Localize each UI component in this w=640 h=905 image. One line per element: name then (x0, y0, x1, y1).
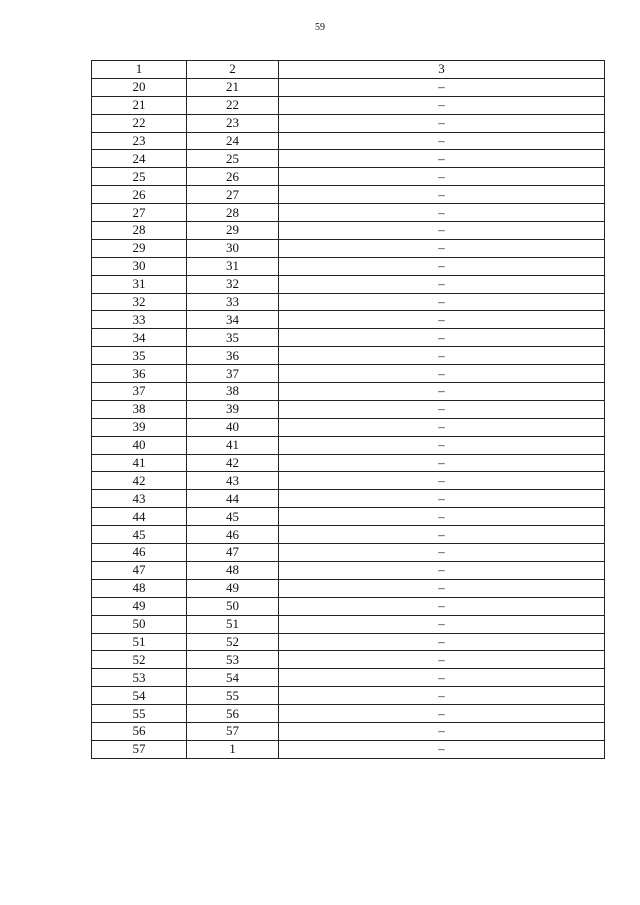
table-cell-col-3: – (279, 508, 605, 526)
table-row (92, 722, 605, 740)
table-cell-col-1: 38 (92, 400, 187, 418)
table-cell-col-3: – (279, 472, 605, 490)
table-cell-col-2: 42 (187, 454, 279, 472)
table-cell-col-2: 34 (187, 311, 279, 329)
table-cell-col-1: 22 (92, 114, 187, 132)
table-cell-col-3: – (279, 579, 605, 597)
table-cell-col-3: – (279, 740, 605, 758)
table-row (92, 687, 605, 705)
table-cell-col-1: 48 (92, 579, 187, 597)
table-cell-col-3: – (279, 615, 605, 633)
table-row (92, 508, 605, 526)
table-cell-col-1: 32 (92, 293, 187, 311)
table-cell-col-3: – (279, 633, 605, 651)
table-cell-col-3: – (279, 347, 605, 365)
table-cell-col-1: 47 (92, 561, 187, 579)
table-row (92, 168, 605, 186)
table-row (92, 132, 605, 150)
table-cell-col-1: 41 (92, 454, 187, 472)
table-row (92, 365, 605, 383)
table-cell-col-3: – (279, 597, 605, 615)
table-row (92, 400, 605, 418)
table-cell-col-1: 33 (92, 311, 187, 329)
column-header-3: 3 (279, 61, 605, 79)
table-cell-col-2: 40 (187, 418, 279, 436)
table-row (92, 78, 605, 96)
table-cell-col-1: 25 (92, 168, 187, 186)
table-cell-col-2: 47 (187, 544, 279, 562)
table-cell-col-1: 52 (92, 651, 187, 669)
table-cell-col-1: 36 (92, 365, 187, 383)
table-cell-col-2: 30 (187, 239, 279, 257)
table-cell-col-3: – (279, 132, 605, 150)
table-header (92, 61, 605, 79)
table-cell-col-1: 51 (92, 633, 187, 651)
table-row (92, 311, 605, 329)
table-row (92, 597, 605, 615)
table-cell-col-1: 30 (92, 257, 187, 275)
table-cell-col-2: 29 (187, 222, 279, 240)
table-cell-col-1: 54 (92, 687, 187, 705)
table-row (92, 114, 605, 132)
table-cell-col-2: 45 (187, 508, 279, 526)
table-cell-col-2: 35 (187, 329, 279, 347)
table-cell-col-3: – (279, 561, 605, 579)
table-cell-col-2: 39 (187, 400, 279, 418)
column-header-1: 1 (92, 61, 187, 79)
table-row (92, 615, 605, 633)
table-row (92, 186, 605, 204)
table-cell-col-3: – (279, 544, 605, 562)
table-cell-col-3: – (279, 311, 605, 329)
table-cell-col-3: – (279, 418, 605, 436)
table-cell-col-1: 46 (92, 544, 187, 562)
table-cell-col-3: – (279, 722, 605, 740)
table-cell-col-3: – (279, 275, 605, 293)
table-cell-col-3: – (279, 150, 605, 168)
table-cell-col-2: 56 (187, 705, 279, 723)
page-number: 59 (315, 22, 325, 33)
column-header-2: 2 (187, 61, 279, 79)
table-row (92, 651, 605, 669)
table-cell-col-2: 24 (187, 132, 279, 150)
table-cell-col-2: 38 (187, 383, 279, 401)
table-cell-col-1: 24 (92, 150, 187, 168)
table-cell-col-1: 50 (92, 615, 187, 633)
table-row (92, 275, 605, 293)
table-row (92, 454, 605, 472)
table-cell-col-3: – (279, 204, 605, 222)
table-cell-col-3: – (279, 186, 605, 204)
table-cell-col-3: – (279, 651, 605, 669)
table-cell-col-3: – (279, 96, 605, 114)
table-row (92, 239, 605, 257)
table-cell-col-3: – (279, 222, 605, 240)
table-row (92, 490, 605, 508)
table-cell-col-1: 28 (92, 222, 187, 240)
table-cell-col-3: – (279, 526, 605, 544)
table-cell-col-1: 53 (92, 669, 187, 687)
table-row (92, 383, 605, 401)
table-cell-col-1: 45 (92, 526, 187, 544)
table-row (92, 436, 605, 454)
table-cell-col-1: 42 (92, 472, 187, 490)
table-row (92, 347, 605, 365)
table-cell-col-2: 55 (187, 687, 279, 705)
table-cell-col-2: 46 (187, 526, 279, 544)
table-row (92, 561, 605, 579)
table-row (92, 579, 605, 597)
table-cell-col-2: 28 (187, 204, 279, 222)
table-cell-col-2: 49 (187, 579, 279, 597)
table-cell-col-2: 43 (187, 472, 279, 490)
table-cell-col-2: 37 (187, 365, 279, 383)
table-cell-col-1: 29 (92, 239, 187, 257)
table-cell-col-1: 40 (92, 436, 187, 454)
table-cell-col-1: 34 (92, 329, 187, 347)
table-cell-col-2: 27 (187, 186, 279, 204)
table-cell-col-1: 39 (92, 418, 187, 436)
table-row (92, 472, 605, 490)
table-row (92, 96, 605, 114)
table-cell-col-1: 27 (92, 204, 187, 222)
table-cell-col-2: 57 (187, 722, 279, 740)
table-cell-col-1: 37 (92, 383, 187, 401)
table-cell-col-2: 52 (187, 633, 279, 651)
table-cell-col-2: 1 (187, 740, 279, 758)
table-cell-col-1: 31 (92, 275, 187, 293)
data-table (91, 60, 605, 759)
table-row (92, 669, 605, 687)
table-cell-col-1: 43 (92, 490, 187, 508)
table-cell-col-2: 26 (187, 168, 279, 186)
table-row (92, 150, 605, 168)
table-cell-col-3: – (279, 257, 605, 275)
table-cell-col-3: – (279, 454, 605, 472)
table-cell-col-3: – (279, 329, 605, 347)
table-cell-col-3: – (279, 383, 605, 401)
table-cell-col-1: 49 (92, 597, 187, 615)
table-row (92, 740, 605, 758)
table-row (92, 329, 605, 347)
table-cell-col-3: – (279, 78, 605, 96)
table-cell-col-1: 57 (92, 740, 187, 758)
table-cell-col-2: 48 (187, 561, 279, 579)
header-row (92, 61, 605, 79)
table-cell-col-3: – (279, 669, 605, 687)
table-cell-col-1: 56 (92, 722, 187, 740)
table-cell-col-3: – (279, 436, 605, 454)
table-cell-col-1: 44 (92, 508, 187, 526)
table-cell-col-3: – (279, 293, 605, 311)
table-cell-col-1: 35 (92, 347, 187, 365)
table-cell-col-1: 21 (92, 96, 187, 114)
table-row (92, 204, 605, 222)
table-cell-col-2: 53 (187, 651, 279, 669)
table-cell-col-2: 36 (187, 347, 279, 365)
table-cell-col-2: 31 (187, 257, 279, 275)
table-cell-col-3: – (279, 114, 605, 132)
table-row (92, 293, 605, 311)
table-row (92, 705, 605, 723)
table-cell-col-2: 51 (187, 615, 279, 633)
table-row (92, 257, 605, 275)
table-cell-col-3: – (279, 687, 605, 705)
table-cell-col-2: 32 (187, 275, 279, 293)
table-cell-col-3: – (279, 400, 605, 418)
table-cell-col-2: 25 (187, 150, 279, 168)
table-row (92, 222, 605, 240)
table-body (92, 78, 605, 758)
table-cell-col-3: – (279, 168, 605, 186)
table-cell-col-2: 44 (187, 490, 279, 508)
table-row (92, 526, 605, 544)
table-cell-col-2: 54 (187, 669, 279, 687)
table-row (92, 544, 605, 562)
table-cell-col-2: 23 (187, 114, 279, 132)
table-cell-col-2: 33 (187, 293, 279, 311)
table-cell-col-2: 22 (187, 96, 279, 114)
table-cell-col-3: – (279, 365, 605, 383)
table-cell-col-2: 41 (187, 436, 279, 454)
table-cell-col-3: – (279, 705, 605, 723)
table-cell-col-2: 50 (187, 597, 279, 615)
table-cell-col-2: 21 (187, 78, 279, 96)
table-cell-col-1: 26 (92, 186, 187, 204)
table-cell-col-3: – (279, 490, 605, 508)
table-cell-col-1: 23 (92, 132, 187, 150)
table-cell-col-1: 20 (92, 78, 187, 96)
table-cell-col-3: – (279, 239, 605, 257)
table-cell-col-1: 55 (92, 705, 187, 723)
table-row (92, 418, 605, 436)
table-row (92, 633, 605, 651)
